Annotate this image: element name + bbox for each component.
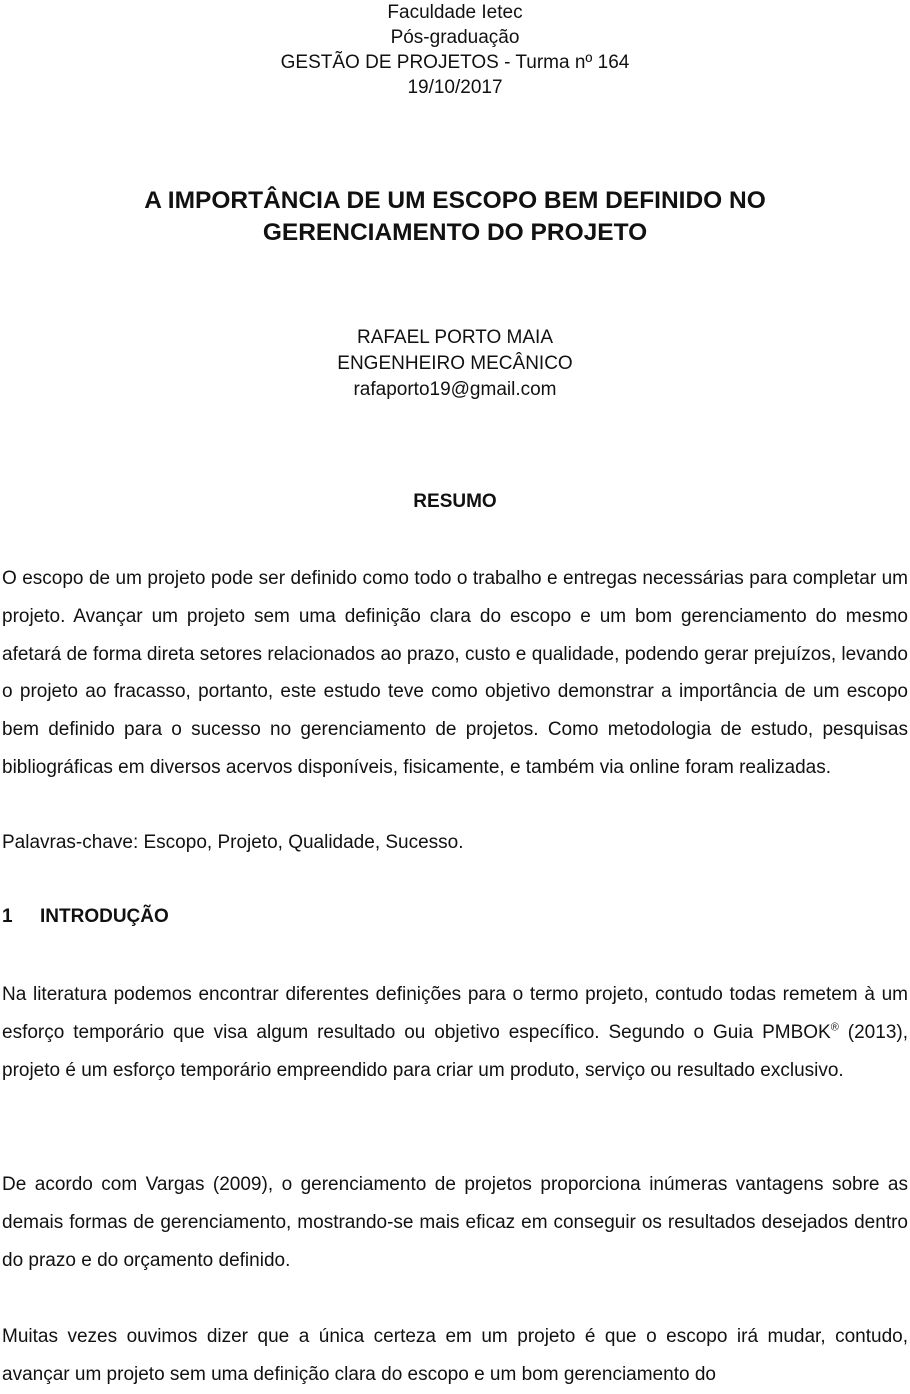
course-name: GESTÃO DE PROJETOS - Turma nº 164 [280, 52, 630, 73]
intro-paragraph-3: Muitas vezes ouvimos dizer que a única certeza em um projeto é que o escopo irá mudar, contudo, avançar um projeto sem uma definição clara do escopo e um bom gerenciamento do [2, 1326, 908, 1385]
intro-paragraph-1-text-b: (2013), projeto é um esforço temporário empreendido para criar um produto, serviço ou resultado exclusivo. [2, 1021, 908, 1081]
intro-paragraph-1-text-a: Na literatura podemos encontrar diferentes definições para o termo projeto, contudo todas remetem à um esforço temporário que visa algum resultado ou objetivo específico. Segundo o Guia PMBOK [2, 984, 908, 1043]
section-number: 1 [2, 906, 13, 927]
author-block [0, 325, 910, 403]
institution-name: Faculdade Ietec [387, 2, 523, 23]
paper-title [40, 185, 870, 249]
keywords: Palavras-chave: Escopo, Projeto, Qualidade, Sucesso. [2, 832, 464, 853]
section-title: INTRODUÇÃO [40, 906, 169, 927]
author-profession: ENGENHEIRO MECÂNICO [337, 353, 573, 374]
abstract-heading: RESUMO [413, 491, 497, 512]
paper-title-line-2: GERENCIAMENTO DO PROJETO [262, 219, 648, 246]
document-date: 19/10/2017 [407, 77, 503, 98]
author-email: rafaporto19@gmail.com [353, 379, 557, 400]
intro-paragraph-1 [2, 976, 908, 1089]
document-header [0, 0, 910, 100]
abstract-text: O escopo de um projeto pode ser definido como todo o trabalho e entregas necessárias para completar um projeto. Avançar um projeto sem uma definição clara do escopo e um bom gerenciamento do mesmo afetará de forma direta setores relacionados ao prazo, custo e qualidade, podendo gerar prejuízos, levando o projeto ao fracasso, portanto, este estudo teve como objetivo demonstrar a importância de um escopo bem definido para o sucesso no gerenciamento de projetos. Como metodologia de estudo, pesquisas bibliográficas em diversos acervos disponíveis, fisicamente, e também via online foram realizadas. [2, 568, 908, 778]
program-name: Pós-graduação [390, 27, 520, 48]
author-name: RAFAEL PORTO MAIA [356, 327, 554, 348]
section-heading-introduction [2, 904, 169, 930]
paper-title-line-1: A IMPORTÂNCIA DE UM ESCOPO BEM DEFINIDO NO [144, 187, 766, 214]
intro-paragraph-2: De acordo com Vargas (2009), o gerenciamento de projetos proporciona inúmeras vantagens sobre as demais formas de gerenciamento, mostrando-se mais eficaz em conseguir os resultados desejados dentro do prazo e do orçamento definido. [2, 1174, 908, 1271]
registered-mark: ® [830, 1021, 839, 1034]
